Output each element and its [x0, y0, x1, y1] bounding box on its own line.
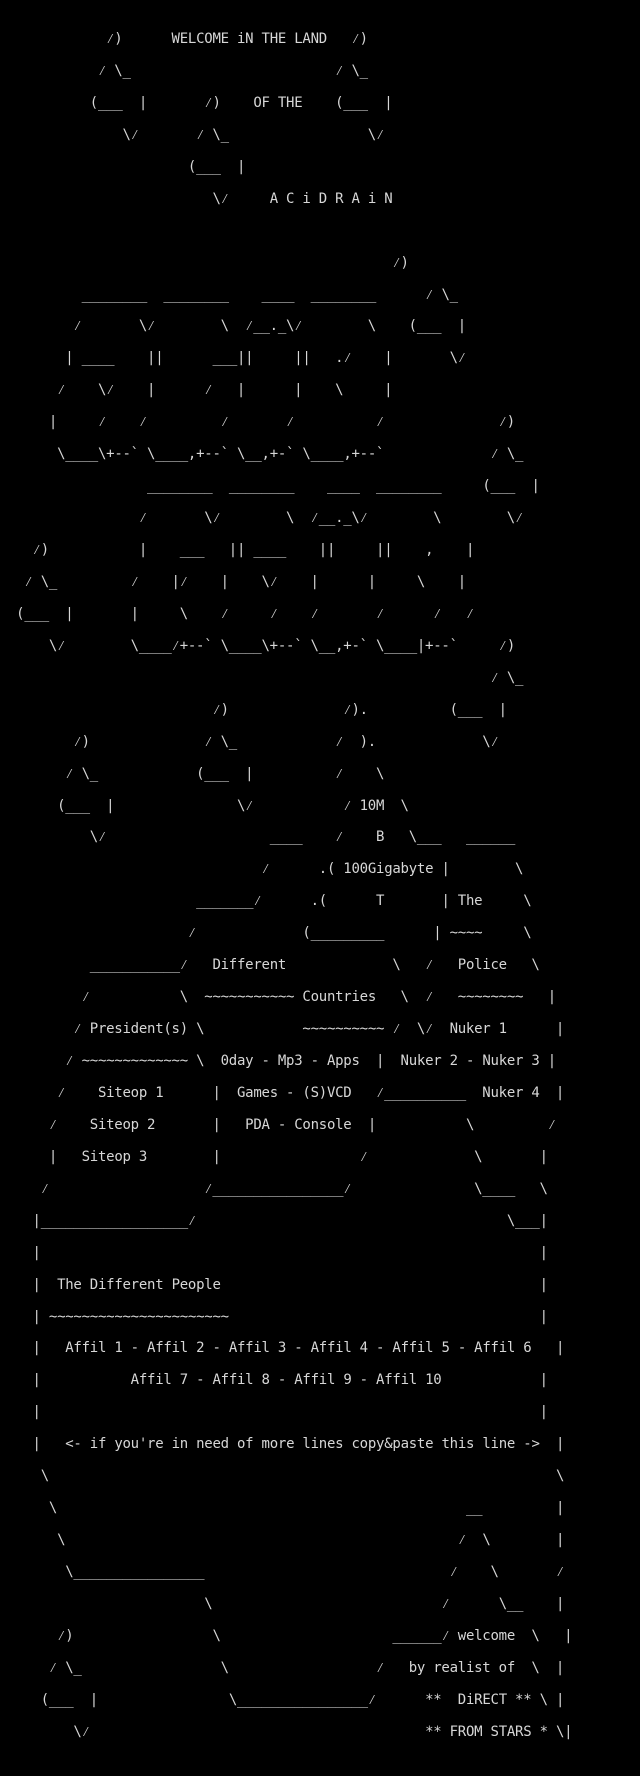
- ascii-art-line: \ __ |: [8, 1500, 565, 1517]
- ascii-art-line: \⁄ ** FROM STARS * \|: [8, 1723, 573, 1740]
- ascii-art-line: \⁄ A C i D R A i N: [8, 190, 393, 207]
- ascii-art-block: [8, 24, 638, 1749]
- ascii-art-line: ⁄) WELCOME iN THE LAND ⁄): [8, 31, 368, 47]
- ascii-art-line: ⁄ \⁄ \ ⁄__._\⁄ \ (___ |: [8, 318, 466, 335]
- ascii-art-line: | The Different People |: [8, 1276, 548, 1293]
- ascii-art-line: (___ | \⁄ ⁄ 10M \: [8, 797, 409, 814]
- ascii-art-line: \ ⁄ \ |: [8, 1532, 565, 1549]
- ascii-art-line: ⁄ ~~~~~~~~~~~~~ \ 0day - Mp3 - Apps | Nuker 2 - Nuker 3 |: [8, 1053, 556, 1069]
- ascii-art-line: | |: [8, 1404, 548, 1421]
- ascii-art-line: \⁄ \____⁄+--` \____\+--` \__,+-` \____|+--` ⁄): [8, 637, 515, 654]
- ascii-art-line: | Affil 7 - Affil 8 - Affil 9 - Affil 10 |: [8, 1372, 548, 1389]
- ascii-art-line: (___ |: [8, 158, 246, 175]
- ascii-art-line: ⁄) | ___ || ____ || || , |: [8, 542, 475, 558]
- ascii-art-line: (___ | \________________⁄ ** DiRECT ** \ |: [8, 1691, 565, 1708]
- ascii-art-line: ⁄) ⁄ \_ ⁄ ). \⁄: [8, 733, 499, 750]
- ascii-art-line: ⁄): [8, 254, 409, 271]
- ascii-art-line: \⁄ ⁄ \_ \⁄: [8, 126, 385, 143]
- ascii-art-line: | ____ || ___|| || .⁄ | \⁄: [8, 350, 466, 367]
- ascii-art-line: |__________________⁄ \___|: [8, 1212, 548, 1229]
- ascii-art-line: (___ | ⁄) OF THE (___ |: [8, 94, 393, 111]
- ascii-art-line: | |: [8, 1244, 548, 1261]
- ascii-art-line: | ~~~~~~~~~~~~~~~~~~~~~~ |: [8, 1308, 548, 1325]
- ascii-art-line: | Siteop 3 | ⁄ \ |: [8, 1148, 548, 1165]
- ascii-art-line: ⁄ Siteop 2 | PDA - Console | \ ⁄: [8, 1116, 556, 1133]
- ascii-art-line: ⁄ Siteop 1 | Games - (S)VCD ⁄__________ Nuker 4 |: [8, 1084, 565, 1101]
- ascii-art-line: | ⁄ ⁄ ⁄ ⁄ ⁄ ⁄): [8, 414, 515, 431]
- ascii-art-lines: [8, 24, 638, 1749]
- ascii-art-line: ⁄ \_ ⁄ |⁄ | \⁄ | | \ |: [8, 573, 466, 590]
- ascii-art-line: _______⁄ .( T | The \: [8, 893, 532, 910]
- ascii-art-line: ⁄ .( 100Gigabyte | \: [8, 861, 524, 878]
- ascii-art-line: \ \: [8, 1468, 565, 1485]
- ascii-art-line: ⁄ \⁄ \ ⁄__._\⁄ \ \⁄: [8, 510, 524, 527]
- ascii-art-line: | <- if you're in need of more lines copy&paste this line -> |: [8, 1436, 565, 1453]
- ascii-art-line: ⁄ \_ \ ⁄ by realist of \ |: [8, 1659, 565, 1676]
- ascii-art-line: \____\+--` \____,+--` \__,+-` \____,+--` ⁄ \_: [8, 446, 524, 463]
- ascii-art-line: ⁄ \⁄ | ⁄ | | \ |: [8, 382, 393, 399]
- ascii-art-line: ________ ________ ____ ________ ⁄ \_: [8, 286, 458, 303]
- ascii-art-line: ⁄ \_: [8, 669, 524, 686]
- ascii-art-line: ⁄ ⁄________________⁄ \____ \: [8, 1180, 548, 1197]
- ascii-art-line: ⁄ President(s) \ ~~~~~~~~~~ ⁄ \⁄ Nuker 1 |: [8, 1021, 565, 1038]
- ascii-art-line: ⁄ (_________ | ~~~~ \: [8, 925, 532, 942]
- ascii-art-line: [8, 216, 638, 248]
- ascii-art-line: ⁄) ⁄). (___ |: [8, 701, 507, 718]
- ascii-art-line: \⁄ ____ ⁄ B \___ ______: [8, 829, 516, 846]
- ascii-art-line: \________________ ⁄ \ ⁄: [8, 1564, 565, 1580]
- ascii-art-line: ⁄ \_ ⁄ \_: [8, 62, 368, 79]
- ascii-art-line: | Affil 1 - Affil 2 - Affil 3 - Affil 4 - Affil 5 - Affil 6 |: [8, 1340, 565, 1357]
- ascii-art-line: ⁄) \ ______⁄ welcome \ |: [8, 1627, 573, 1644]
- ascii-art-line: (___ | | \ ⁄ ⁄ ⁄ ⁄ ⁄ ⁄: [8, 605, 475, 622]
- ascii-art-line: ________ ________ ____ ________ (___ |: [8, 478, 540, 495]
- ascii-art-line: ⁄ \_ (___ | ⁄ \: [8, 765, 385, 782]
- ascii-art-line: \ ⁄ \__ |: [8, 1595, 565, 1612]
- ascii-art-line: ___________⁄ Different \ ⁄ Police \: [8, 957, 540, 974]
- ascii-art-line: ⁄ \ ~~~~~~~~~~~ Countries \ ⁄ ~~~~~~~~ |: [8, 989, 556, 1006]
